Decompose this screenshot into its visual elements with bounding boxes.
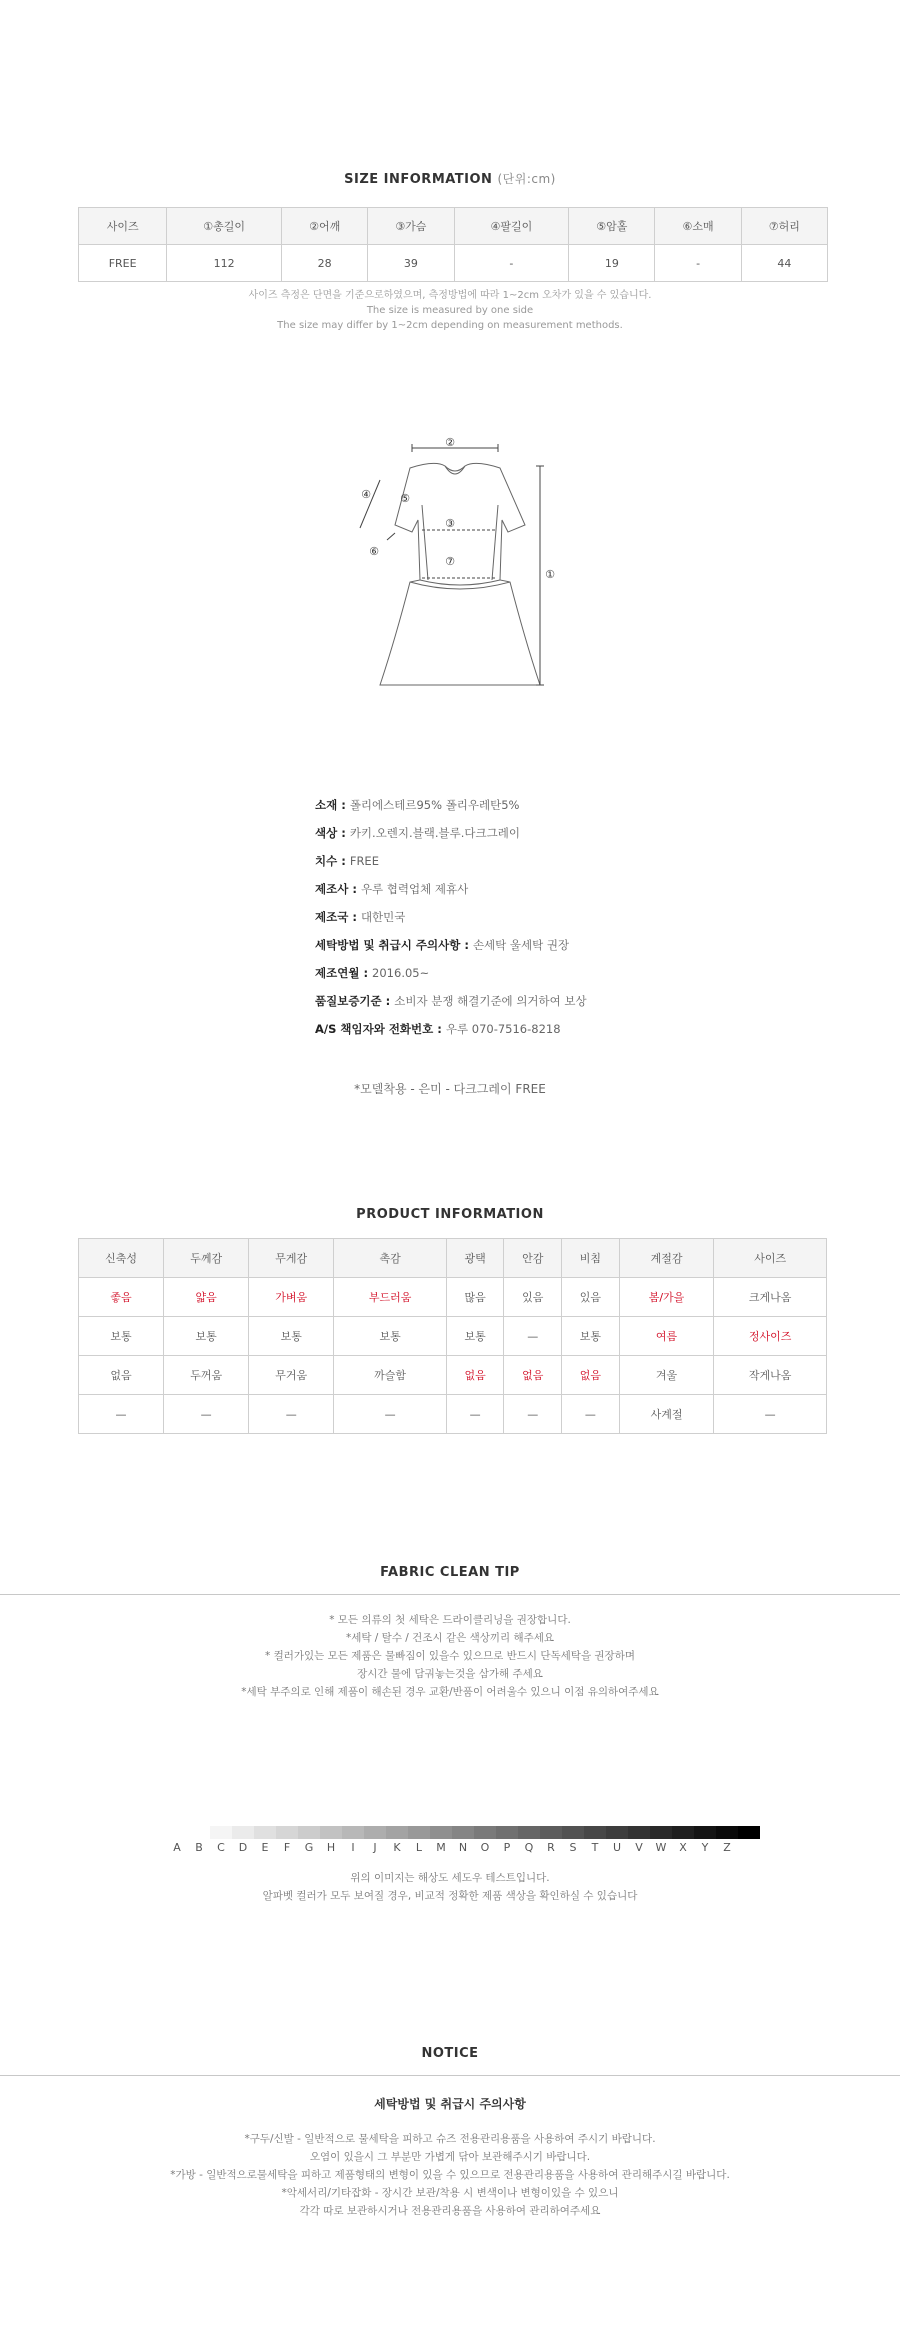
size-cell: 28 [282,245,368,282]
detail-row [315,823,587,851]
clean-tip-line: *세탁 부주의로 인해 제품이 해손된 경우 교환/반품이 어려울수 있으니 이점 유의하여주세요 [241,1686,659,1698]
grayscale-swatch [584,1826,606,1839]
size-cell: 19 [569,245,655,282]
product-info-cell: 부드러움 [334,1278,447,1317]
grayscale-swatch [518,1826,540,1839]
product-info-cell: 겨울 [619,1356,714,1395]
grayscale-letter: P [503,1841,511,1854]
grayscale-swatch [342,1826,364,1839]
product-header-cell: 안감 [504,1239,562,1278]
product-header-cell: 계절감 [619,1239,714,1278]
grayscale-letter: Z [723,1841,731,1854]
product-header-cell: 촉감 [334,1239,447,1278]
grayscale-swatch [298,1826,320,1839]
size-notes [0,288,900,333]
size-header-cell: ③가슴 [368,208,454,245]
product-info-cell: — [714,1395,827,1434]
notice-lines [0,2130,900,2220]
grayscale-letter: N [458,1841,468,1854]
diagram-marker: ② [445,436,455,449]
product-info-cell: 크게나옴 [714,1278,827,1317]
grayscale-swatch [452,1826,474,1839]
grayscale-notes [0,1869,900,1905]
divider [0,1594,900,1595]
grayscale-letter: J [373,1841,377,1854]
grayscale-letter: C [217,1841,225,1854]
notice-line: *가방 - 일반적으로물세탁을 피하고 제품형태의 변형이 있을 수 있으므로 전용관리용품을 사용하여 관리해주시길 바랍니다. [170,2169,730,2181]
grayscale-letter: Y [701,1841,709,1854]
detail-row [315,935,587,963]
product-info-cell: 가벼움 [249,1278,334,1317]
product-info-title: PRODUCT INFORMATION [356,1207,544,1222]
product-info-cell: — [504,1317,562,1356]
product-info-cell: — [334,1395,447,1434]
grayscale-swatch [694,1826,716,1839]
diagram-marker: ⑤ [400,492,410,505]
grayscale-swatch-bar [188,1826,760,1839]
product-info-cell: 보통 [79,1317,164,1356]
size-note-line: The size may differ by 1~2cm depending on measurement methods. [277,320,623,331]
garment-measurement-diagram [350,430,570,700]
product-header-cell: 광택 [446,1239,504,1278]
product-info-cell: 있음 [504,1278,562,1317]
product-info-cell: 여름 [619,1317,714,1356]
grayscale-letter: A [173,1841,181,1854]
diagram-marker: ① [545,568,555,581]
product-info-row [79,1356,827,1395]
clean-tip-line: * 모든 의류의 첫 세탁은 드라이클리닝을 권장합니다. [329,1614,571,1626]
detail-key: 제조사 : [315,882,361,896]
product-info-body [79,1278,827,1434]
notice-line: *악세서리/기타잡화 - 장시간 보관/착용 시 변색이나 변형이있을 수 있으니 [281,2187,619,2199]
product-info-row [79,1278,827,1317]
detail-key: 품질보증기준 : [315,994,395,1008]
grayscale-letter: K [393,1841,401,1854]
size-header-cell: ⑥소매 [655,208,741,245]
product-info-cell: 봄/가을 [619,1278,714,1317]
clean-tip-line: 장시간 물에 담궈놓는것을 삼가해 주세요 [357,1668,543,1680]
product-header-cell: 무게감 [249,1239,334,1278]
clean-tip-line: *세탁 / 탈수 / 건조시 같은 색상끼리 해주세요 [345,1632,555,1644]
grayscale-letter: W [655,1841,667,1854]
grayscale-swatch [562,1826,584,1839]
product-info-cell: — [446,1395,504,1434]
detail-key: 소재 : [315,798,350,812]
grayscale-swatch [540,1826,562,1839]
detail-row [315,795,587,823]
grayscale-note-line: 알파벳 컬러가 모두 보여질 경우, 비교적 정확한 제품 색상을 확인하실 수 있습니다 [262,1890,638,1902]
product-header-cell: 두께감 [164,1239,249,1278]
diagram-marker: ④ [361,488,371,501]
grayscale-letter: M [436,1841,446,1854]
size-note-line: 사이즈 측정은 단면을 기준으로하였으며, 측정방법에 따라 1~2cm 오차가 있을 수 있습니다. [248,290,652,301]
product-info-cell: 사계절 [619,1395,714,1434]
product-info-cell: 있음 [562,1278,620,1317]
product-info-cell: 얇음 [164,1278,249,1317]
grayscale-swatch [738,1826,760,1839]
detail-row [315,963,587,991]
grayscale-letter: I [351,1841,355,1854]
grayscale-swatch [650,1826,672,1839]
grayscale-letter: U [612,1841,622,1854]
detail-value: 우루 070-7516-8218 [445,1022,561,1036]
detail-value: 카키.오렌지.블랙.블루.다크그레이 [349,826,520,840]
product-info-cell: 없음 [446,1356,504,1395]
product-info-cell: 작게나옴 [714,1356,827,1395]
detail-value: 폴리에스테르95% 폴리우레탄5% [349,798,520,812]
grayscale-letter: H [326,1841,336,1854]
grayscale-swatch [232,1826,254,1839]
notice-subtitle: 세탁방법 및 취급시 주의사항 [374,2097,526,2111]
detail-row [315,879,587,907]
product-info-cell: 보통 [334,1317,447,1356]
size-note-line: The size is measured by one side [366,305,534,316]
product-info-cell: 보통 [164,1317,249,1356]
product-info-cell: 많음 [446,1278,504,1317]
grayscale-letter: X [679,1841,687,1854]
size-info-unit: (단위:cm) [497,172,556,186]
product-info-cell: — [504,1395,562,1434]
divider [0,2075,900,2076]
diagram-marker: ③ [445,517,455,530]
detail-row [315,851,587,879]
diagram-marker: ⑥ [369,545,379,558]
product-info-cell: — [79,1395,164,1434]
detail-value: 대한민국 [360,910,406,924]
grayscale-letter: D [238,1841,248,1854]
size-cell: 44 [741,245,827,282]
detail-value: FREE [349,854,379,868]
size-header-cell: ⑤암홀 [569,208,655,245]
grayscale-letter: V [635,1841,643,1854]
size-header-cell: ⑦허리 [741,208,827,245]
grayscale-letter: T [591,1841,599,1854]
grayscale-swatch [320,1826,342,1839]
product-info-cell: 보통 [249,1317,334,1356]
detail-row [315,907,587,935]
product-info-cell: 보통 [562,1317,620,1356]
detail-key: A/S 책임자와 전화번호 : [315,1022,446,1036]
diagram-marker: ⑦ [445,555,455,568]
size-cell: - [454,245,569,282]
product-header-cell: 사이즈 [714,1239,827,1278]
product-info-cell: 없음 [504,1356,562,1395]
detail-value: 소비자 분쟁 해결기준에 의거하여 보상 [394,994,587,1008]
notice-title: NOTICE [421,2046,479,2061]
size-header-cell: ①총길이 [167,208,282,245]
detail-key: 치수 : [315,854,350,868]
product-info-cell: 없음 [562,1356,620,1395]
detail-key: 색상 : [315,826,350,840]
grayscale-swatch [364,1826,386,1839]
size-cell: 112 [167,245,282,282]
detail-value: 2016.05~ [372,966,430,980]
product-info-cell: 까슬함 [334,1356,447,1395]
grayscale-letter: B [195,1841,203,1854]
product-info-cell: 없음 [79,1356,164,1395]
product-info-cell: 무거움 [249,1356,334,1395]
grayscale-swatch [474,1826,496,1839]
grayscale-letter: F [283,1841,291,1854]
grayscale-letters [166,1841,738,1854]
grayscale-swatch [606,1826,628,1839]
product-info-table [78,1238,827,1434]
grayscale-letter: Q [524,1841,534,1854]
size-info-title-text: SIZE INFORMATION [344,172,493,187]
model-note: *모델착용 - 은미 - 다크그레이 FREE [354,1082,546,1096]
detail-row [315,991,587,1019]
size-table-row [79,245,828,282]
size-info-title [0,170,900,187]
clean-tip-line: * 컬러가있는 모든 제품은 물빠짐이 있을수 있으므로 반드시 단독세탁을 권장하며 [264,1650,635,1662]
product-info-cell: — [562,1395,620,1434]
size-cell: FREE [79,245,167,282]
fabric-clean-tips [0,1611,900,1701]
grayscale-swatch [254,1826,276,1839]
product-info-cell: — [164,1395,249,1434]
product-info-header [79,1239,827,1278]
grayscale-note-line: 위의 이미지는 해상도 세도우 테스트입니다. [350,1872,550,1884]
product-header-cell: 신축성 [79,1239,164,1278]
product-info-row [79,1395,827,1434]
grayscale-letter: L [415,1841,423,1854]
grayscale-swatch [408,1826,430,1839]
grayscale-letter: E [261,1841,269,1854]
grayscale-swatch [496,1826,518,1839]
size-table [78,207,828,282]
size-table-header [79,208,828,245]
notice-line: *구두/신발 - 일반적으로 물세탁을 피하고 슈즈 전용관리용품을 사용하여 주시기 바랍니다. [244,2133,656,2145]
grayscale-letter: O [480,1841,490,1854]
grayscale-letter: G [304,1841,314,1854]
size-cell: - [655,245,741,282]
product-info-cell: 정사이즈 [714,1317,827,1356]
size-header-cell: 사이즈 [79,208,167,245]
product-info-cell: — [249,1395,334,1434]
product-info-cell: 두꺼움 [164,1356,249,1395]
detail-key: 제조국 : [315,910,361,924]
grayscale-swatch [628,1826,650,1839]
grayscale-swatch [188,1826,210,1839]
size-cell: 39 [368,245,454,282]
notice-line: 각각 따로 보관하시거나 전용관리용품을 사용하여 관리하여주세요 [299,2205,601,2217]
product-info-cell: 보통 [446,1317,504,1356]
product-details [315,795,587,1047]
size-header-cell: ④팔길이 [454,208,569,245]
grayscale-letter: R [547,1841,555,1854]
grayscale-swatch [672,1826,694,1839]
detail-key: 세탁방법 및 취급시 주의사항 : [315,938,473,952]
grayscale-letter: S [569,1841,577,1854]
fabric-clean-title: FABRIC CLEAN TIP [380,1565,520,1580]
product-header-cell: 비침 [562,1239,620,1278]
grayscale-swatch [276,1826,298,1839]
product-info-cell: 좋음 [79,1278,164,1317]
detail-value: 우루 협력업체 제휴사 [360,882,469,896]
detail-key: 제조연월 : [315,966,373,980]
size-header-cell: ②어깨 [282,208,368,245]
grayscale-swatch [386,1826,408,1839]
detail-value: 손세탁 울세탁 권장 [472,938,570,952]
product-info-row [79,1317,827,1356]
grayscale-swatch [210,1826,232,1839]
grayscale-swatch [716,1826,738,1839]
notice-line: 오염이 있을시 그 부분만 가볍게 닦아 보관해주시기 바랍니다. [309,2151,591,2163]
grayscale-swatch [430,1826,452,1839]
detail-row [315,1019,587,1047]
